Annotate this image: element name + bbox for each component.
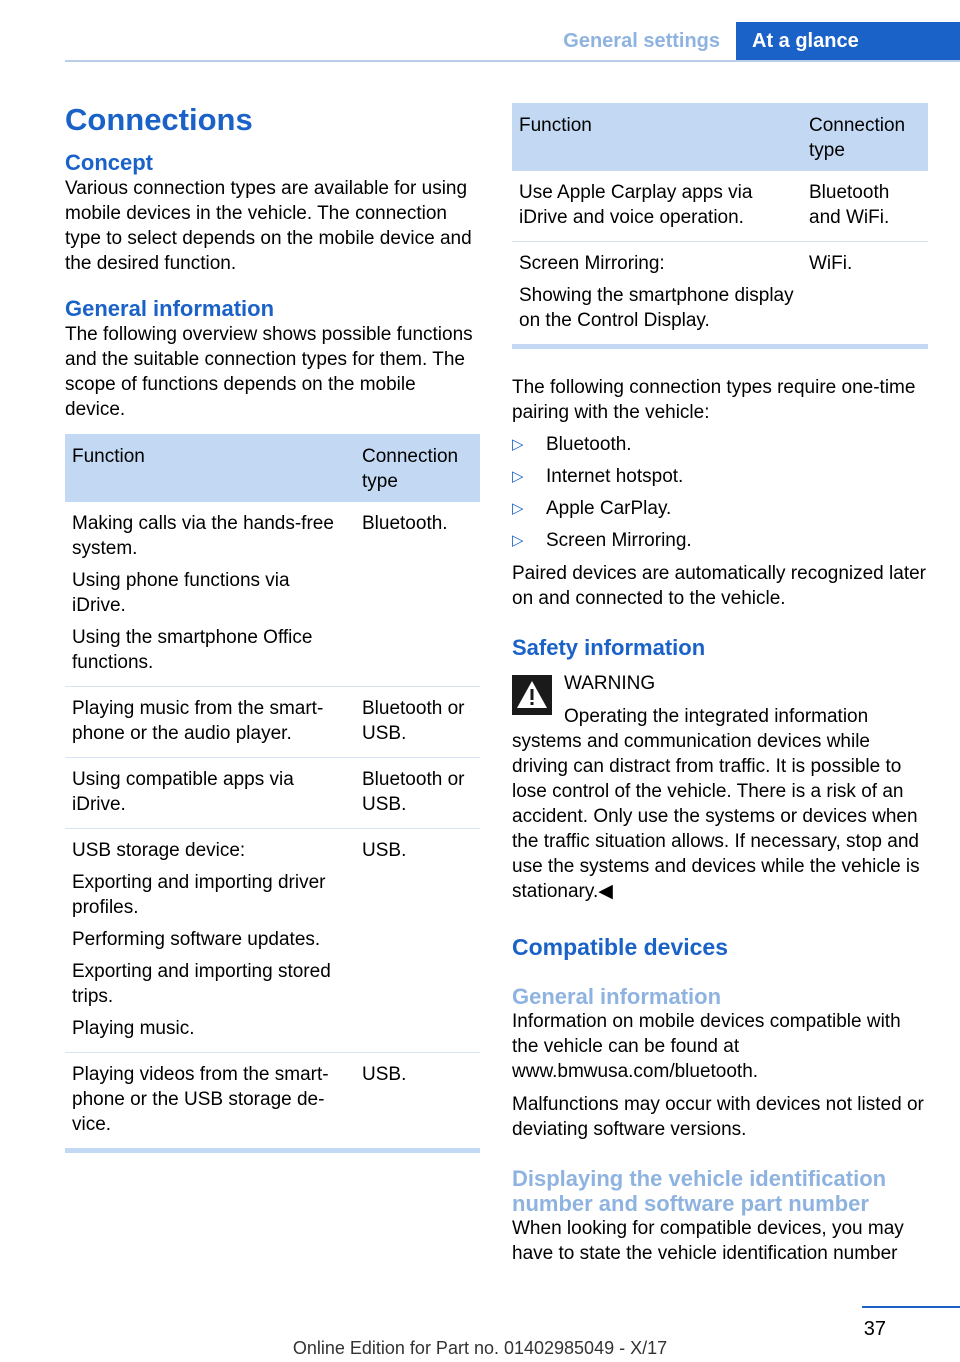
table-cell-type: USB. [355, 829, 480, 1053]
compatible-info-paragraph: Information on mobile devices compatible with the vehicle can be found at www.bmwusa.com/bluetooth. [512, 1011, 901, 1082]
apple-carplay-table [512, 103, 928, 344]
functions-table [65, 434, 480, 1148]
table-cell-function [65, 758, 355, 829]
general-info-heading: General information [65, 296, 275, 321]
table-row [65, 1053, 480, 1149]
table-row [65, 502, 480, 687]
right-column [512, 103, 928, 1266]
warning-block [512, 671, 928, 904]
table-cell-function [512, 242, 802, 345]
list-item-label: Screen Mirroring. [546, 530, 692, 551]
table-cell-type: USB. [362, 1064, 407, 1085]
function-line: Use Apple Carplay apps via iDrive and voice operation. [519, 182, 753, 228]
header-section-label: General settings [563, 30, 720, 52]
function-line: Using phone functions via iDrive. [72, 570, 290, 616]
list-item [512, 464, 928, 489]
table-cell-function [65, 502, 355, 687]
table-row [512, 242, 928, 345]
header-tab-active: At a glance [736, 22, 960, 62]
edition-footer: Online Edition for Part no. 01402985049 - X/17 [292, 1338, 668, 1358]
vin-paragraph: When looking for compatible devices, you may have to state the vehicle identification number [512, 1218, 904, 1264]
list-item-label: Bluetooth. [546, 434, 632, 455]
triangle-right-icon: ▷ [512, 436, 524, 453]
function-line: Using compatible apps via iDrive. [72, 769, 294, 815]
warning-triangle-icon [512, 675, 552, 715]
function-line: Exporting and importing driver profiles. [72, 872, 326, 918]
function-line: Using the smartphone Office functions. [72, 627, 313, 673]
concept-paragraph: Various connection types are available for using mobile devices in the vehicle. The connection type to select depends on the mobile device and the desired function. [65, 178, 472, 274]
list-item-label: Internet hotspot. [546, 466, 684, 487]
table-cell-type: Bluetooth or USB. [355, 758, 480, 829]
functions-table-wrapper [65, 434, 480, 1153]
pairing-paragraph: The following connection types require one-time pairing with the vehicle: [512, 377, 916, 423]
list-item [512, 432, 928, 457]
table-header-row [512, 103, 928, 171]
header-divider [65, 60, 960, 62]
table-header-type: Connection type [355, 434, 480, 502]
function-line: Showing the smartphone display on the Control Display. [519, 285, 794, 331]
table-bottom-rule [65, 1148, 480, 1153]
vin-heading: Displaying the vehicle identification number and software part number [512, 1166, 887, 1216]
compatible-devices-heading: Compatible devices [512, 934, 729, 960]
list-item-label: Apple CarPlay. [546, 498, 672, 519]
function-line: Exporting and importing stored trips. [72, 961, 331, 1007]
triangle-right-icon: ▷ [512, 500, 524, 517]
footer-divider [862, 1306, 960, 1308]
table-bottom-rule [512, 344, 928, 349]
malfunctions-paragraph: Malfunctions may occur with devices not listed or deviating software versions. [512, 1094, 924, 1140]
function-line: Playing videos from the smartphone or the USB storage device. [72, 1064, 329, 1135]
left-column [65, 100, 480, 1153]
function-line: Playing music from the smartphone or the audio player. [72, 698, 324, 744]
function-line: USB storage device: [72, 840, 246, 861]
warning-title: WARNING [564, 673, 656, 694]
triangle-right-icon: ▷ [512, 532, 524, 549]
safety-heading: Safety information [512, 635, 706, 660]
table-row [65, 687, 480, 758]
paired-devices-paragraph: Paired devices are automatically recognized later on and connected to the vehicle. [512, 563, 926, 609]
function-line: Making calls via the hands-free system. [72, 513, 334, 559]
list-item [512, 528, 928, 553]
table-cell-type: Bluetooth. [355, 502, 480, 687]
table-header-function: Function [512, 103, 802, 171]
table-cell-type: WiFi. [809, 253, 853, 274]
function-line: Screen Mirroring: [519, 253, 665, 274]
page-number: 37 [863, 1318, 886, 1340]
triangle-right-icon: ▷ [512, 468, 524, 485]
function-line: Performing software updates. [72, 929, 321, 950]
table-row [65, 758, 480, 829]
table-cell-type: Bluetooth or USB. [355, 687, 480, 758]
table-row [512, 171, 928, 242]
table-cell-function [512, 171, 802, 242]
page-header [0, 0, 960, 62]
table-cell-function [65, 829, 355, 1053]
table-cell-function [65, 1053, 355, 1149]
general-info-paragraph: The following overview shows possible functions and the suitable connection types for them. The scope of functions depends on the mobile device. [65, 324, 473, 420]
table-cell-type: Bluetooth and WiFi. [802, 171, 928, 242]
table-row [65, 829, 480, 1053]
function-line: Playing music. [72, 1018, 195, 1039]
table-header-function: Function [65, 434, 355, 502]
page-title: Connections [65, 102, 253, 137]
list-item [512, 496, 928, 521]
compatible-general-heading: General information [512, 984, 722, 1009]
table-header-type: Connection type [802, 103, 928, 171]
warning-text: Operating the integrated information systems and communication devices while driving can distract from traffic. It is possible to lose control of the vehicle. There is a risk of an accident. Only use the systems or devices when the traffic situation allows. If necessary, stop and use the systems and devices while the vehicle is stationary.◀ [512, 706, 920, 902]
pairing-list [512, 432, 928, 553]
table-header-row [65, 434, 480, 502]
concept-heading: Concept [65, 150, 153, 175]
table-cell-function [65, 687, 355, 758]
